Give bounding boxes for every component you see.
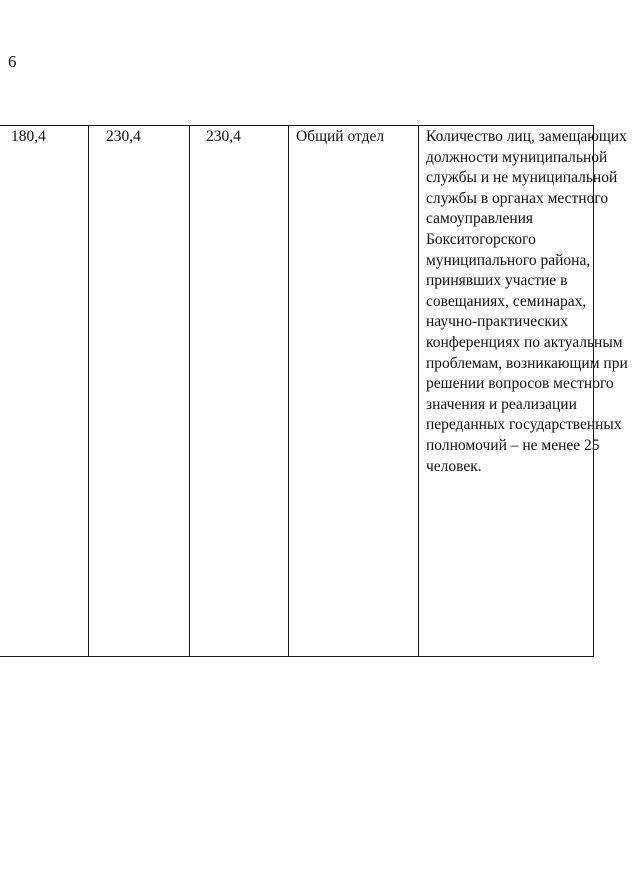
- description-line: Бокситогорского: [426, 230, 536, 248]
- description-line: должности муниципальной: [426, 148, 608, 166]
- description-line: полномочий – не менее 25: [426, 436, 600, 454]
- description-line: совещаниях, семинарах,: [426, 292, 587, 310]
- description-line: решении вопросов местного: [426, 375, 614, 393]
- description-line: муниципального района,: [426, 251, 591, 269]
- description-line: человек.: [426, 457, 482, 475]
- table-cell-department: Общий отдел: [289, 126, 419, 657]
- description-line: принявших участие в: [426, 272, 568, 290]
- table-cell-description: [419, 126, 628, 657]
- description-line: самоуправления: [426, 210, 534, 228]
- page-number: 6: [8, 52, 17, 71]
- description-line: Количество лиц, замещающих: [426, 128, 627, 145]
- table-row: [0, 126, 594, 657]
- description-line: службы в органах местного: [426, 189, 609, 207]
- table-cell-value-1: 180,4: [0, 126, 89, 657]
- description-line: значения и реализации: [426, 395, 577, 413]
- description-line: проблемам, возникающим при: [426, 354, 628, 372]
- document-table: [0, 125, 628, 657]
- description-line: конференциях по актуальным: [426, 333, 623, 351]
- description-line: научно-практических: [426, 313, 568, 331]
- table-cell-value-3: 230,4: [190, 126, 289, 657]
- table-cell-value-2: 230,4: [89, 126, 190, 657]
- description-line: переданных государственных: [426, 416, 622, 434]
- description-line: службы и не муниципальной: [426, 169, 618, 187]
